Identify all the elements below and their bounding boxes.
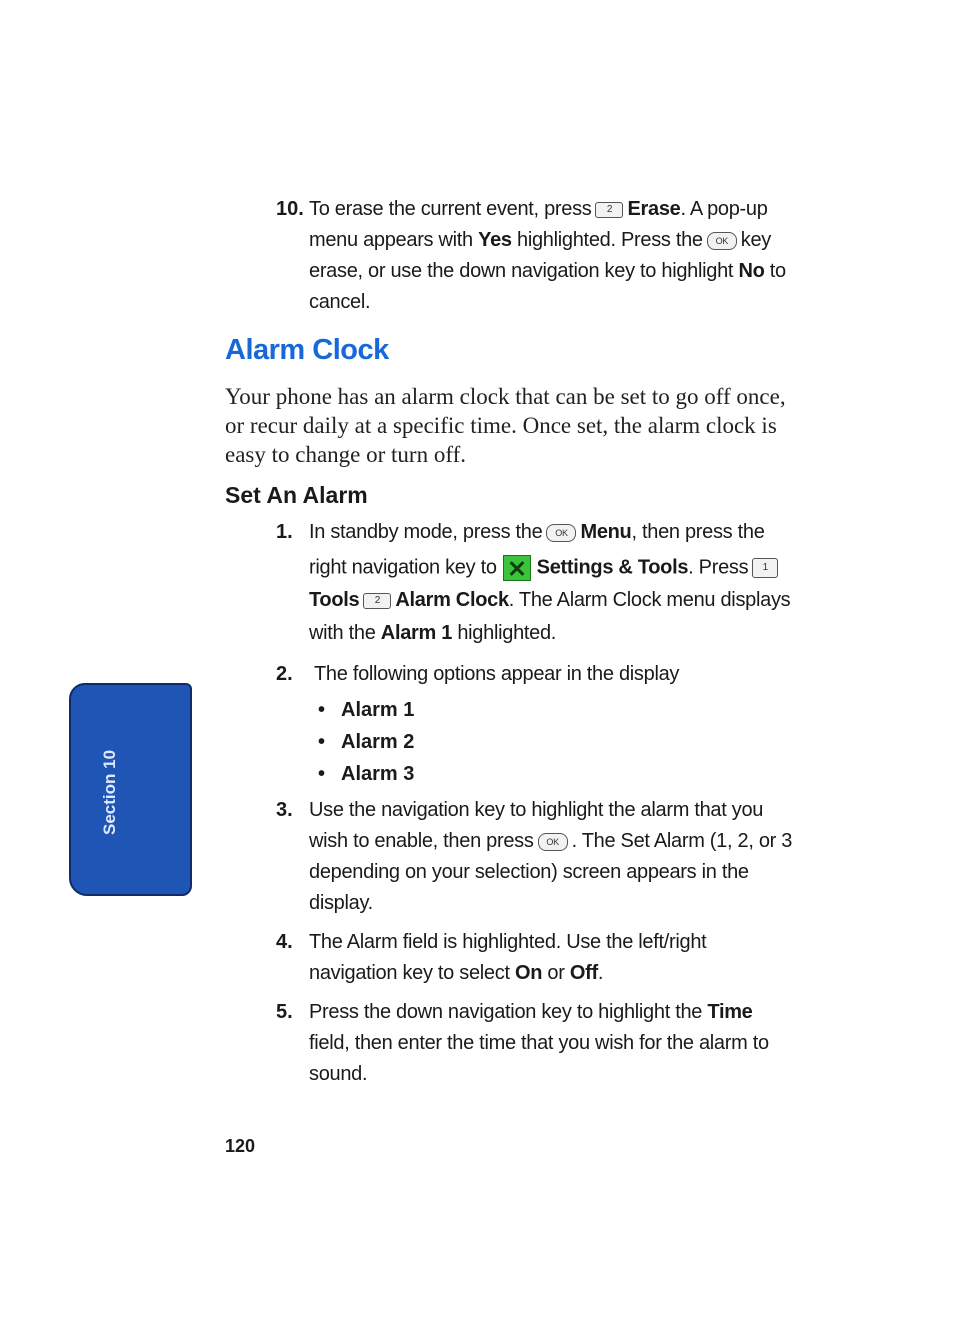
step-text-bold: Time xyxy=(707,1001,753,1023)
page-number: 120 xyxy=(225,1136,256,1156)
step-text: . Press xyxy=(688,556,749,579)
step-number: 5. xyxy=(276,1001,293,1023)
step-text: to xyxy=(769,260,786,282)
step-1 xyxy=(276,521,806,651)
step-text: or xyxy=(547,962,565,984)
step-4 xyxy=(276,931,806,993)
step-text-bold: Alarm 1 xyxy=(380,622,453,644)
step-text-bold: No xyxy=(738,260,765,282)
key-1-icon: 1 xyxy=(752,558,778,578)
step-text: Use the navigation key to highlight the alarm that you xyxy=(309,799,764,821)
step-text: Press the down navigation key to highlight the xyxy=(309,1001,703,1023)
step-text: The following options appear in the display xyxy=(314,663,680,685)
step-text-bold: Settings & Tools xyxy=(536,556,689,579)
step-text: , then press the xyxy=(631,521,765,543)
step-number: 3. xyxy=(276,799,293,821)
step-text: highlighted. xyxy=(457,622,557,644)
step-text-bold: Erase xyxy=(627,198,681,220)
ok-key-icon: OK xyxy=(546,524,576,542)
step-text: wish to enable, then press xyxy=(309,830,534,852)
step-text-bold: On xyxy=(514,962,543,984)
step-5 xyxy=(276,1001,806,1095)
option-list-item: • Alarm 3 xyxy=(318,763,415,785)
step-text: key xyxy=(740,229,771,251)
step-text-bold: Off xyxy=(569,962,598,984)
option-list-item: • Alarm 2 xyxy=(318,731,415,753)
step-text: depending on your selection) screen appears in the xyxy=(309,861,749,883)
subsection-heading: Set An Alarm xyxy=(225,482,368,508)
step-10 xyxy=(276,198,806,318)
key-2-icon: 2 xyxy=(595,202,623,218)
step-text: . xyxy=(597,962,604,984)
step-text: menu appears with xyxy=(309,229,473,251)
step-number: 4. xyxy=(276,931,293,953)
step-text-bold: Tools xyxy=(309,589,360,611)
ok-key-icon: OK xyxy=(538,833,568,851)
step-text: . A pop-up xyxy=(680,198,768,220)
step-2 xyxy=(276,663,806,693)
step-text: navigation key to select xyxy=(309,962,510,984)
step-text: highlighted. Press the xyxy=(517,229,703,251)
step-number: 10. xyxy=(276,198,304,220)
step-number: 1. xyxy=(276,521,293,543)
step-text-bold: Alarm Clock xyxy=(395,589,509,611)
section-heading: Alarm Clock xyxy=(225,334,389,366)
step-text: erase, or use the down navigation key to highlight xyxy=(309,260,734,282)
step-text: . The Alarm Clock menu displays xyxy=(508,589,791,611)
step-text: . The Set Alarm (1, 2, or 3 xyxy=(571,830,793,852)
option-label: Alarm 2 xyxy=(341,731,415,753)
step-text: with the xyxy=(309,622,376,644)
option-label: Alarm 1 xyxy=(341,699,415,721)
step-text-bold: Yes xyxy=(478,229,512,251)
section-tab xyxy=(69,683,192,896)
ok-key-icon: OK xyxy=(707,232,737,250)
section-tab-label: Section 10 xyxy=(100,749,119,835)
step-text: field, then enter the time that you wish for the alarm to xyxy=(309,1032,769,1054)
settings-tools-icon xyxy=(503,555,531,581)
step-number: 2. xyxy=(276,663,293,685)
step-text-bold: Menu xyxy=(580,521,632,543)
step-text: sound. xyxy=(309,1063,368,1085)
step-text: To erase the current event, press xyxy=(309,198,592,220)
key-2-icon: 2 xyxy=(363,593,391,609)
step-text: right navigation key to xyxy=(309,556,497,579)
step-3 xyxy=(276,799,806,924)
intro-paragraph: Your phone has an alarm clock that can be set to go off once, or recur daily at a specific time. Once set, the alarm clock is easy to change or turn off. xyxy=(225,384,786,467)
step-text: The Alarm field is highlighted. Use the left/right xyxy=(309,931,707,953)
step-text: cancel. xyxy=(309,291,371,313)
option-label: Alarm 3 xyxy=(341,763,415,785)
option-list-item: • Alarm 1 xyxy=(318,699,415,721)
step-text: In standby mode, press the xyxy=(309,521,543,543)
step-text: display. xyxy=(309,892,373,914)
